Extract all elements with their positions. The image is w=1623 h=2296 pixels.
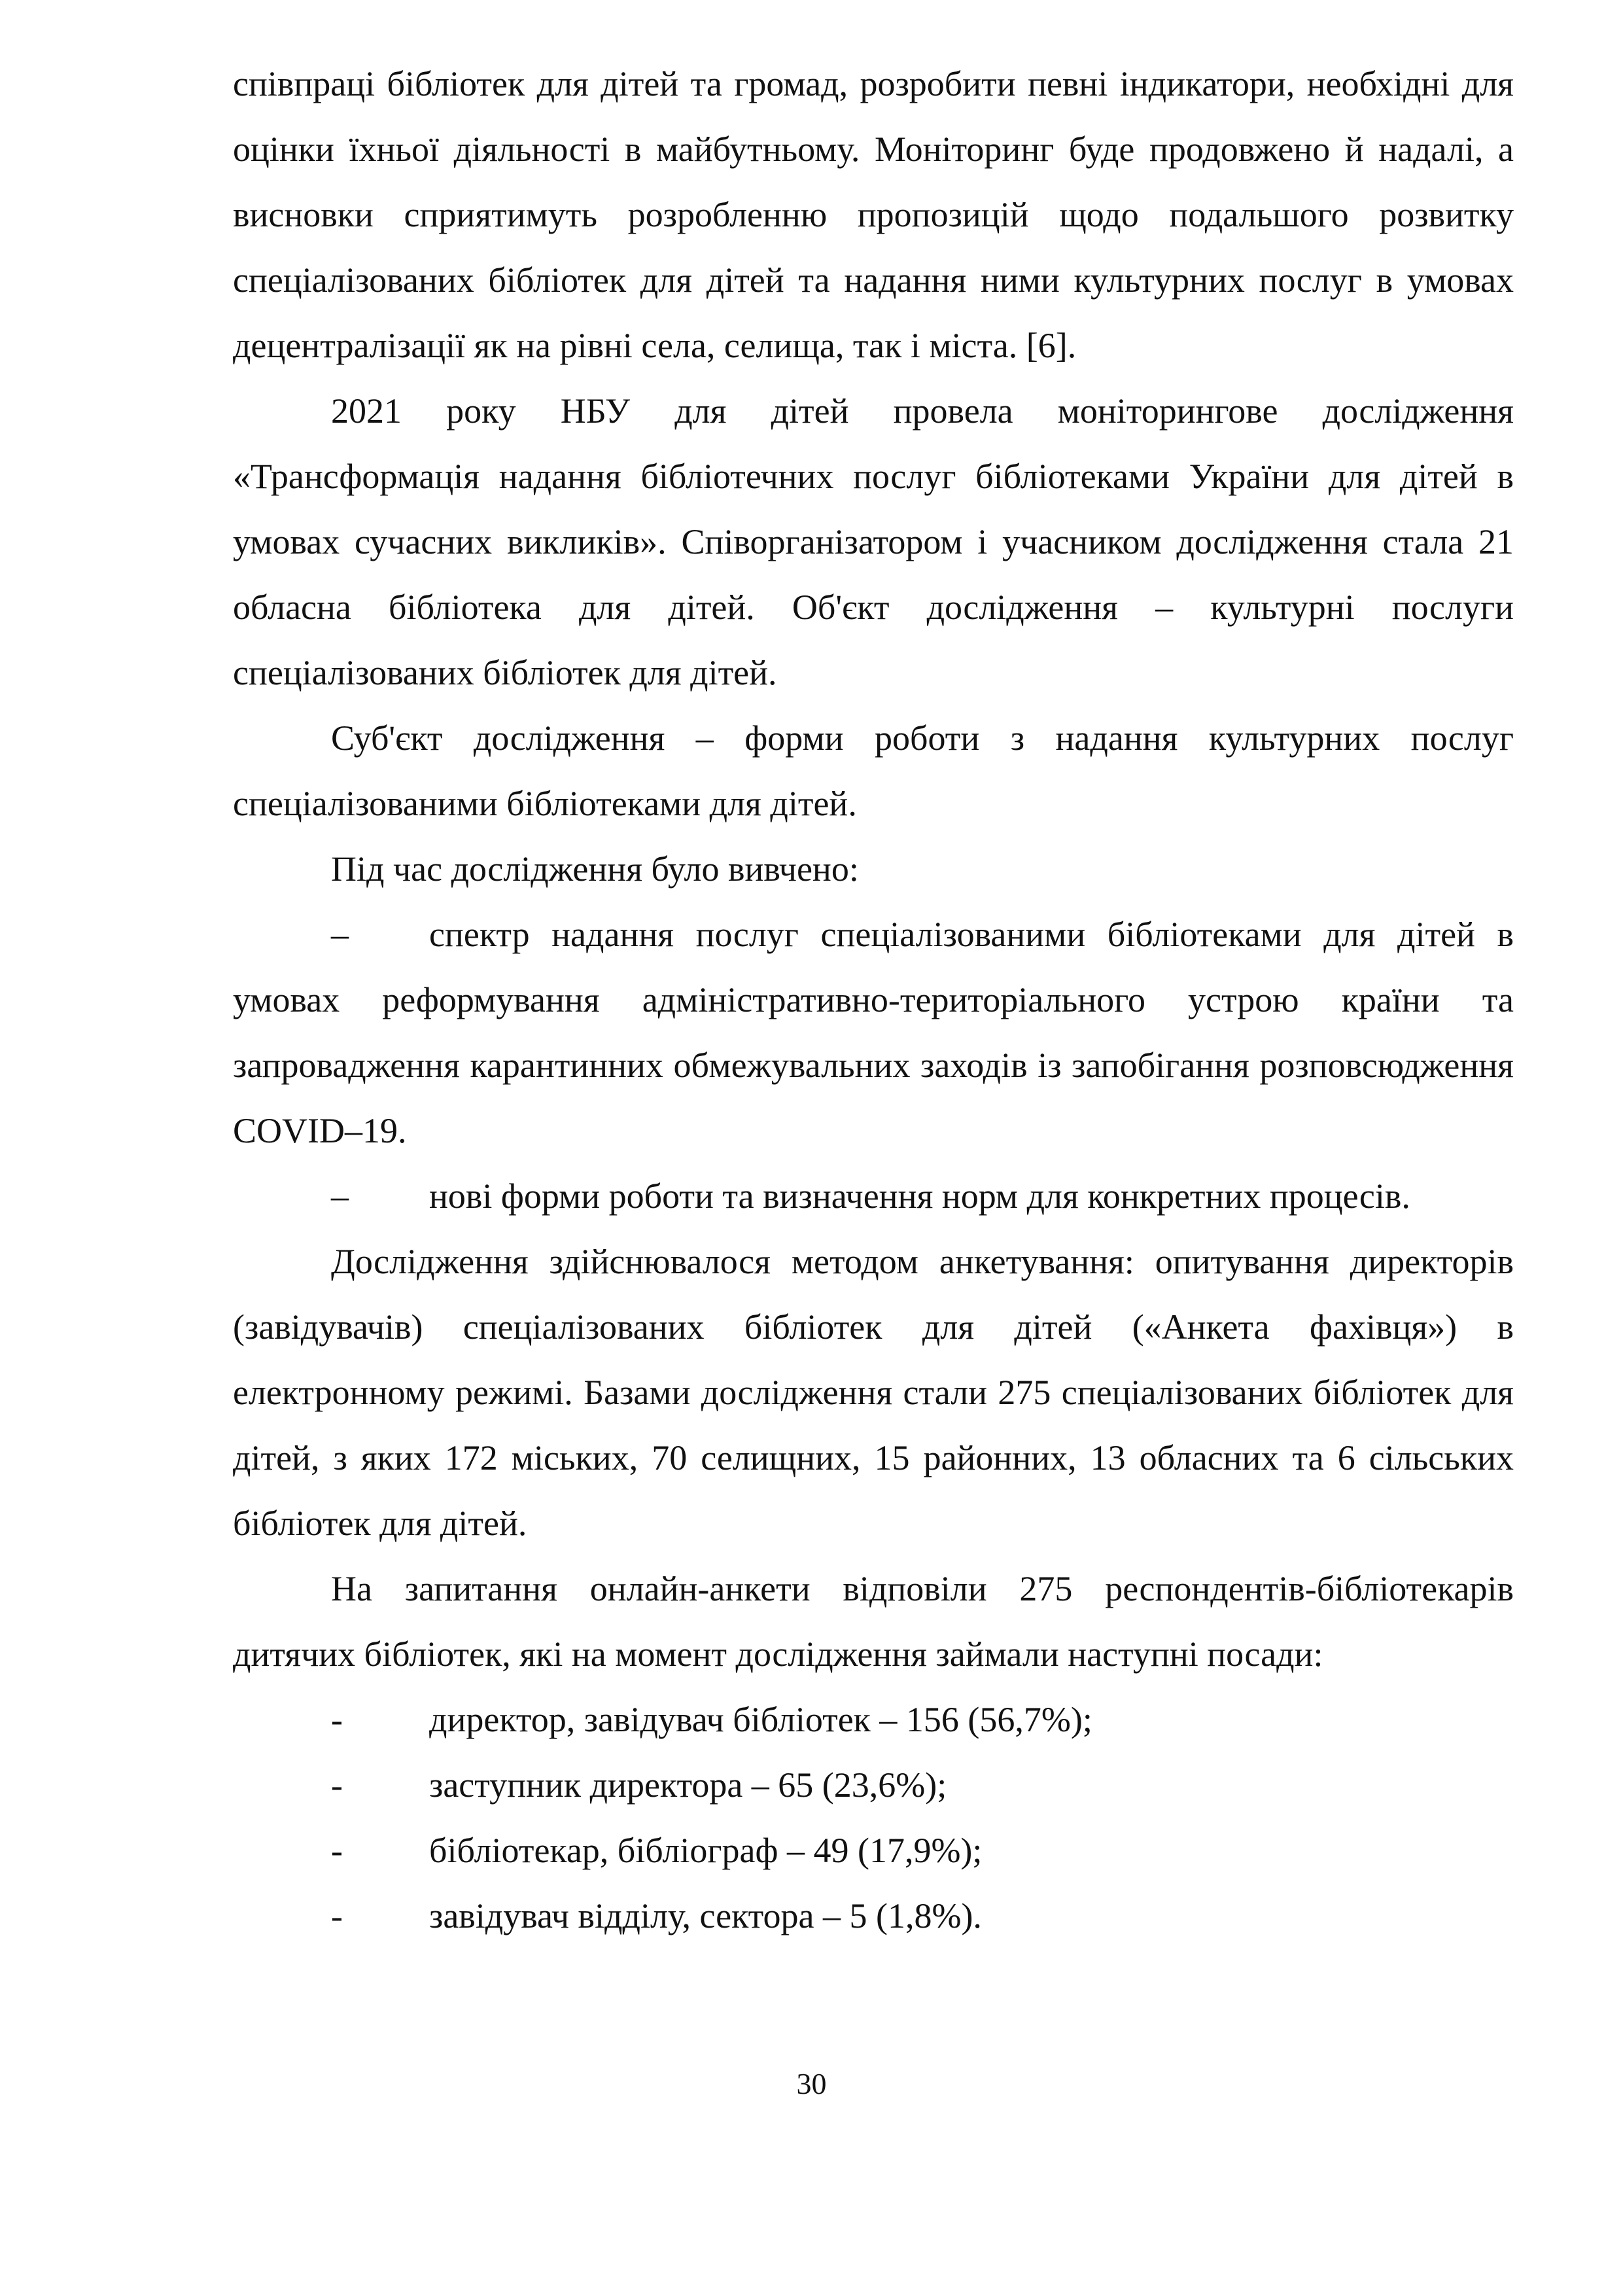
paragraph-monitoring-2021: 2021 року НБУ для дітей провела моніторингове дослідження «Трансформація надання бібліотечних послуг бібліотеками України для дітей в умовах сучасних викликів». Співорганізатором і учасником дослідження стала 21 обласна бібліотека для дітей. Об'єкт дослідження – культурні послуги спеціалізованих бібліотек для дітей. xyxy=(233,391,1514,692)
list-item xyxy=(233,1163,1514,1229)
paragraph-continuation: співпраці бібліотек для дітей та громад, розробити певні індикатори, необхідні для оцінки їхньої діяльності в майбутньому. Моніторинг буде продовжено й надалі, а висновки сприятимуть розробленню пропозицій щодо подальшого розвитку спеціалізованих бібліотек для дітей та надання ними культурних послуг в умовах децентралізації як на рівні села, селища, так і міста. [6]. xyxy=(233,64,1514,365)
list-item xyxy=(233,1883,1514,1949)
list-item xyxy=(233,1818,1514,1883)
list-item xyxy=(233,1752,1514,1818)
list-marker: – xyxy=(331,1176,349,1216)
page-number: 30 xyxy=(796,2067,827,2100)
list-item-text: заступник директора – 65 (23,6%); xyxy=(429,1765,947,1805)
list-item-text: спектр надання послуг спеціалізованими бібліотеками для дітей в умовах реформування адміністративно-територіального устрою країни та запровадження карантинних обмежувальних заходів із запобігання розповсюдження COVID–19. xyxy=(233,915,1514,1150)
list-marker: - xyxy=(331,1831,343,1870)
list-marker: - xyxy=(331,1896,343,1935)
paragraph-studied-intro: Під час дослідження було вивчено: xyxy=(331,849,859,889)
paragraph-subject: Суб'єкт дослідження – форми роботи з надання культурних послуг спеціалізованими бібліотеками для дітей. xyxy=(233,718,1514,823)
list-marker: – xyxy=(331,915,349,954)
list-item-text: завідувач відділу, сектора – 5 (1,8%). xyxy=(429,1896,982,1935)
list-item-text: директор, завідувач бібліотек – 156 (56,7%); xyxy=(429,1700,1092,1739)
list-item xyxy=(233,1687,1514,1752)
list-item-text: бібліотекар, бібліограф – 49 (17,9%); xyxy=(429,1831,983,1870)
document-body xyxy=(233,51,1514,1949)
list-marker: - xyxy=(331,1765,343,1805)
paragraph-method: Дослідження здійснювалося методом анкетування: опитування директорів (завідувачів) спеціалізованих бібліотек для дітей («Анкета фахівця») в електронному режимі. Базами дослідження стали 275 спеціалізованих бібліотек для дітей, з яких 172 міських, 70 селищних, 15 районних, 13 обласних та 6 сільських бібліотек для дітей. xyxy=(233,1242,1514,1543)
list-item xyxy=(233,902,1514,1163)
paragraph-respondents: На запитання онлайн-анкети відповіли 275 респондентів-бібліотекарів дитячих бібліотек, які на момент дослідження займали наступні посади: xyxy=(233,1569,1514,1674)
list-marker: - xyxy=(331,1700,343,1739)
list-item-text: нові форми роботи та визначення норм для конкретних процесів. xyxy=(429,1176,1410,1216)
